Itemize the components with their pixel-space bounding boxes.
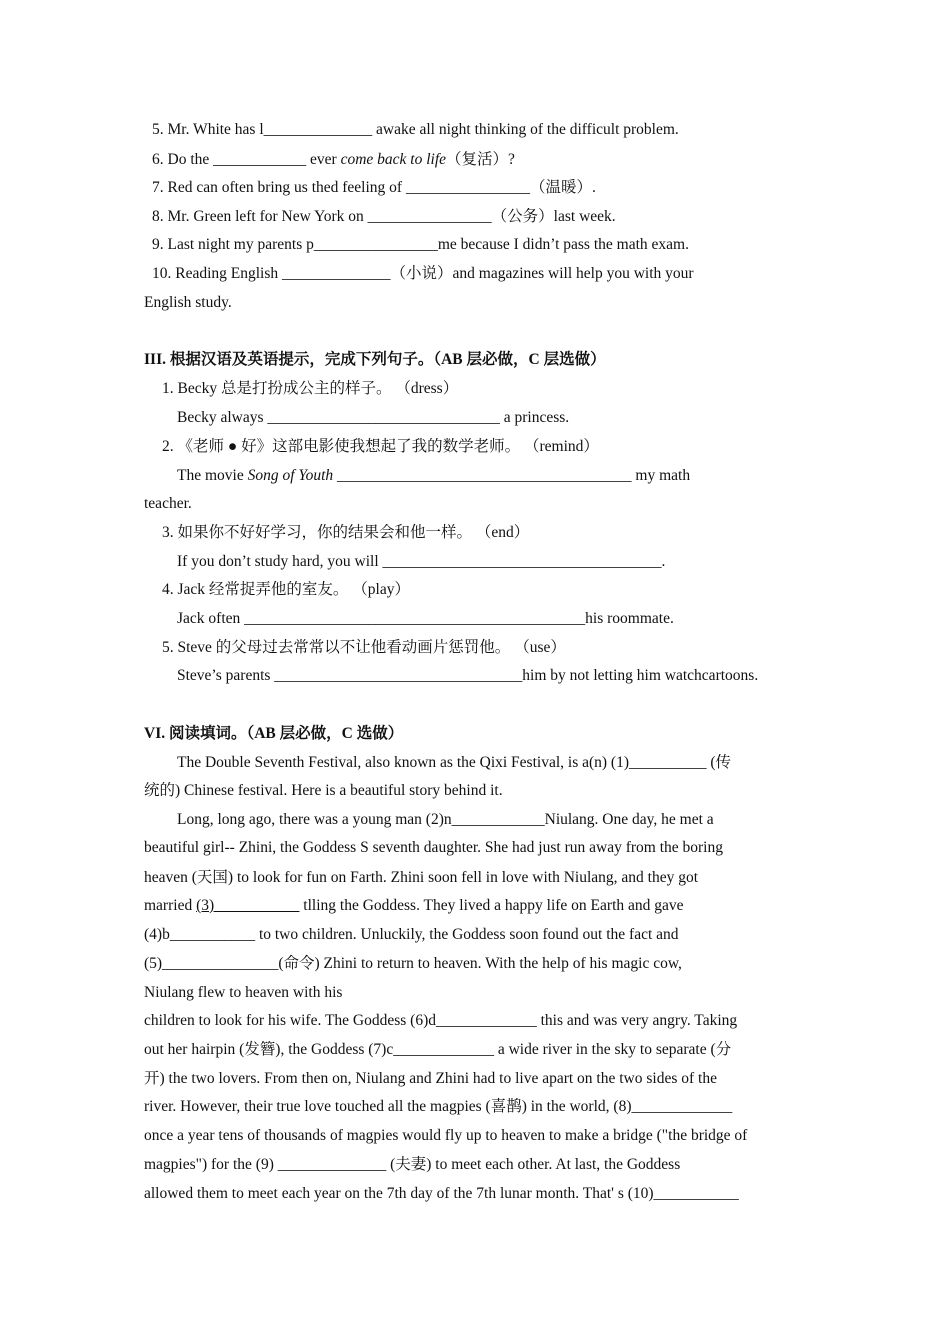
- passage-line-11: out her hairpin (发簪), the Goddess (7)c_____________ a wide river in the sky to separate (分: [144, 1041, 732, 1058]
- passage-line-15: magpies") for the (9) ______________ (夫妻) to meet each other. At last, the Goddess: [144, 1156, 681, 1173]
- passage-line-9: Niulang flew to heaven with his: [144, 984, 343, 1001]
- iii-q5-chinese: 5. Steve 的父母过去常常以不让他看动画片惩罚他。 （use）: [162, 639, 566, 656]
- q6-text: 6. Do the ____________ ever: [152, 151, 341, 168]
- iii-q3-english: If you don’t study hard, you will ____________________________________.: [177, 553, 666, 570]
- passage-line-13: river. However, their true love touched all the magpies (喜鹊) in the world, (8)_____________: [144, 1098, 733, 1115]
- passage-line-5: heaven (天国) to look for fun on Farth. Zhini soon fell in love with Niulang, and they got: [144, 869, 699, 886]
- passage-line-2: 统的) Chinese festival. Here is a beautiful story behind it.: [144, 782, 503, 799]
- section-vi-heading: VI. 阅读填词。（AB 层必做，C 选做）: [144, 725, 404, 742]
- passage-line-6-text: married: [144, 897, 197, 914]
- q10-line: 10. Reading English ______________（小说）and magazines will help you with your: [152, 265, 694, 282]
- passage-line-16: allowed them to meet each year on the 7th day of the 7th lunar month. That' s (10)___________: [144, 1185, 739, 1202]
- q7-line: 7. Red can often bring us thed feeling of ________________（温暖）.: [152, 179, 596, 196]
- q6-line: [152, 150, 515, 170]
- q8-line: 8. Mr. Green left for New York on ________________（公务）last week.: [152, 208, 616, 225]
- passage-line-12: 开) the two lovers. From then on, Niulang and Zhini had to live apart on the two sides of the: [144, 1070, 717, 1087]
- iii-q2-english-cont: teacher.: [144, 495, 192, 512]
- iii-q2-text-a: The movie: [177, 467, 248, 484]
- passage-line-10: children to look for his wife. The Goddess (6)d_____________ this and was very angry. Taking: [144, 1012, 738, 1029]
- q5-line: 5. Mr. White has l______________ awake all night thinking of the difficult problem.: [152, 121, 679, 138]
- passage-line-6-tail: tlling the Goddess. They lived a happy life on Earth and gave: [299, 897, 684, 914]
- q6-hint-italic: come back to life: [340, 151, 447, 168]
- passage-line-3: Long, long ago, there was a young man (2)n____________Niulang. One day, he met a: [177, 811, 714, 828]
- passage-line-1: The Double Seventh Festival, also known as the Qixi Festival, is a(n) (1)__________ (传: [177, 754, 732, 771]
- q6-tail: （复活）?: [446, 151, 515, 168]
- passage-line-4: beautiful girl-- Zhini, the Goddess S seventh daughter. She had just run away from the boring: [144, 839, 723, 856]
- blank-3: (3)___________: [196, 897, 300, 914]
- iii-q2-chinese: 2. 《老师 ● 好》这部电影使我想起了我的数学老师。 （remind）: [162, 438, 599, 455]
- q10-line-cont: English study.: [144, 294, 232, 311]
- passage-line-7: (4)b___________ to two children. Unluckily, the Goddess soon found out the fact and: [144, 926, 679, 943]
- iii-q3-chinese: 3. 如果你不好好学习，你的结果会和他一样。 （end）: [162, 524, 530, 541]
- passage-line-14: once a year tens of thousands of magpies would fly up to heaven to make a bridge ("the bridge of: [144, 1127, 748, 1144]
- passage-line-8: (5)_______________(命令) Zhini to return to heaven. With the help of his magic cow,: [144, 955, 682, 972]
- iii-q4-english: Jack often ____________________________________________his roommate.: [177, 610, 674, 627]
- iii-q2-movie-title: Song of Youth: [247, 467, 334, 484]
- passage-line-6: [144, 896, 684, 916]
- section-iii-heading: III. 根据汉语及英语提示，完成下列句子。（AB 层必做，C 层选做）: [144, 351, 606, 368]
- iii-q1-english: Becky always ______________________________ a princess.: [177, 409, 570, 426]
- iii-q4-chinese: 4. Jack 经常捉弄他的室友。 （play）: [162, 581, 410, 598]
- q9-line: 9. Last night my parents p________________me because I didn’t pass the math exam.: [152, 236, 689, 253]
- iii-q2-text-b: ______________________________________ my math: [333, 467, 691, 484]
- iii-q2-english: [177, 466, 690, 486]
- iii-q5-english: Steve’s parents ________________________________him by not letting him watchcartoons.: [177, 667, 759, 684]
- iii-q1-chinese: 1. Becky 总是打扮成公主的样子。 （dress）: [162, 380, 459, 397]
